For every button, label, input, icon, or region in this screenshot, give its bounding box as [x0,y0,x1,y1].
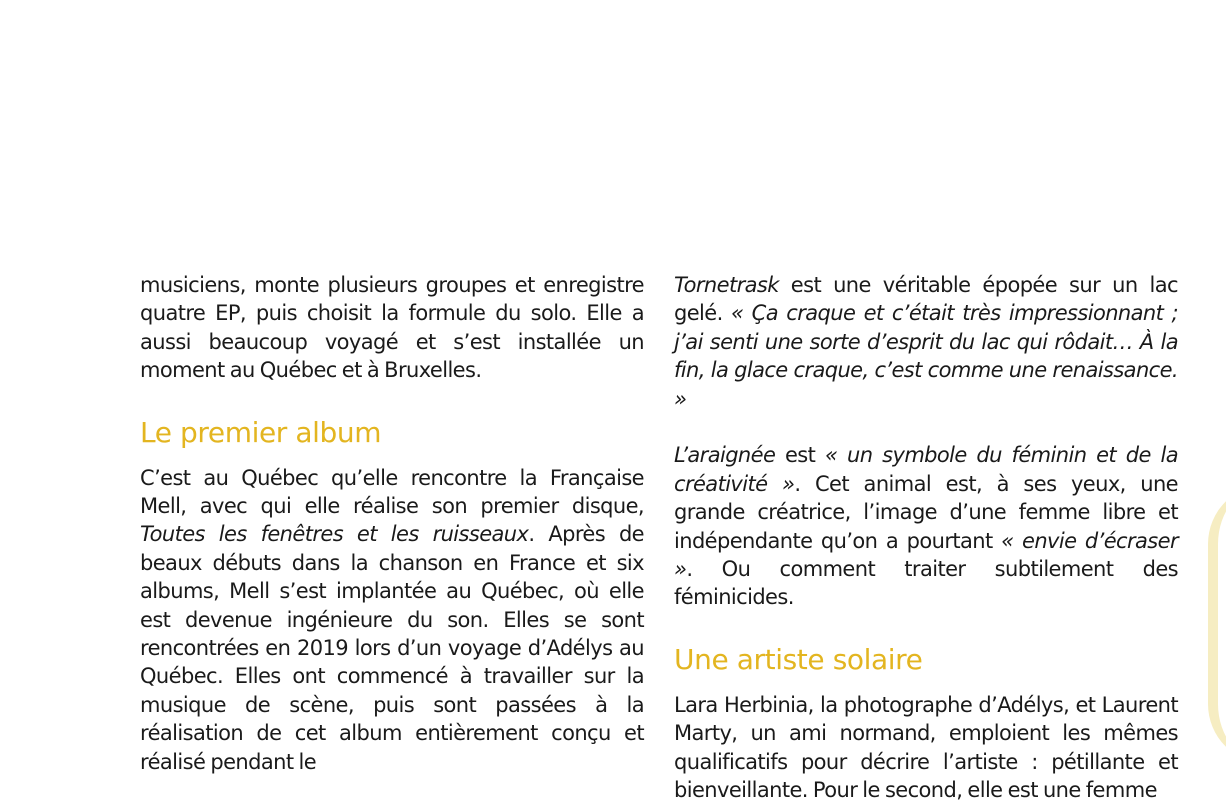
paragraph-musiciens: musiciens, monte plusieurs groupes et enregistre quatre EP, puis choisit la formule du solo. Elle a aussi beaucoup voyagé et s’est installée un moment au Québec et à Bruxelles. [140,273,644,383]
paragraph-premier-album [140,464,644,776]
heading-artiste-solaire: Une artiste solaire [674,642,923,676]
paragraph-artiste-solaire: Lara Herbinia, la photographe d’Adélys, et Laurent Marty, un ami normand, emploient les mêmes qualificatifs pour décrire l’artiste : pétillante et bienveillante. Pour le second, elle est une femme [674,692,1178,803]
quote: « envie d’écraser » [674,528,1178,582]
left-column [140,271,644,776]
song-title: L’araignée [674,443,776,468]
text-run: . Cet animal est, à ses yeux, une grande créatrice, l’image d’une femme libre et indépendante qu’on a pourtant [674,471,1179,553]
paragraph-araignee [674,441,1178,611]
heading-premier-album: Le premier album [140,415,382,449]
paragraph-tornetrask [674,271,1178,413]
song-title: Tornetrask [674,273,779,297]
decorative-arc [1208,484,1226,764]
text-run: est [775,443,825,468]
quote: « Ça craque et c’était très impressionnant ; j’ai senti une sorte d’esprit du lac qui rôdait… À la fin, la glace craque, c’est comme une renaissance. » [674,301,1178,411]
quote: « un symbole du féminin et de la créativité » [674,443,1178,496]
album-title: Toutes les fenêtres et les ruisseaux [140,522,529,547]
text-run: . Ou comment traiter subtilement des féminicides. [674,557,1178,610]
right-column [674,271,1178,804]
text-run: est une véritable épopée sur un lac gelé. [674,273,1178,326]
text-run: C’est au Québec qu’elle rencontre la Française Mell, avec qui elle réalise son premier disque, [140,465,644,519]
text-run: . Après de beaux débuts dans la chanson en France et six albums, Mell s’est implantée au Québec, où elle est devenue ingénieure du son. Elles se sont rencontrées en 2019 lors d’un voyage d’Adélys au Québec. Elles ont commencé à travailler sur la musique de scène, puis sont passées à la réalisation de cet album entièrement conçu et réalisé pendant le [140,522,644,774]
